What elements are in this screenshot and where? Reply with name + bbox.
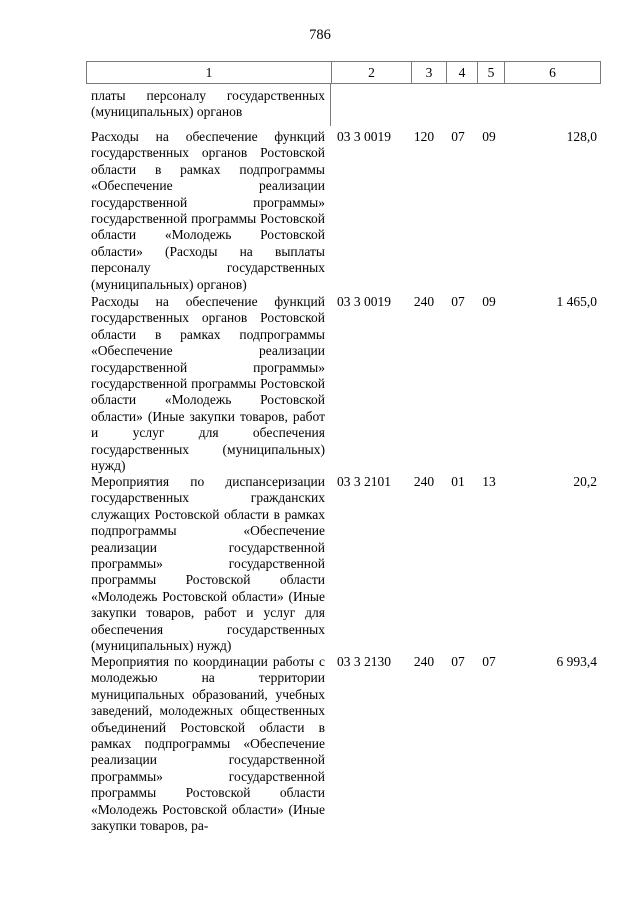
row-target-code: 03 3 0019 <box>337 294 391 309</box>
header-col-2: 2 <box>368 65 375 80</box>
row-amount: 128,0 <box>566 129 597 144</box>
header-col-4: 4 <box>458 65 466 80</box>
header-col-5: 5 <box>487 65 495 80</box>
row-description: Мероприятия по диспансеризации государственных гражданских служащих Ростовской области в рамках подпрограммы «Обеспечение реализации государственной программы» государственной программы Ростовской области «Молодежь Ростовской области» (Иные закупки товаров, работ и услуг для обеспечения государственных (муниципальных) нужд) <box>91 474 325 654</box>
row-expense-type: 240 <box>413 294 435 309</box>
row-section: 07 <box>451 654 465 669</box>
page-number: 786 <box>309 27 331 43</box>
row-description: Мероприятия по координации работы с молодежью на территории муниципальных образований, учебных заведений, молодежных общественных объединений Ростовской области в рамках подпрограммы «Обеспечение реализации государственной программы» государственной программы Ростовской области «Молодежь Ростовской области» (Иные закупки товаров, ра- <box>91 654 325 834</box>
column-divider <box>330 84 331 126</box>
row-expense-type: 240 <box>413 654 435 669</box>
row-amount: 6 993,4 <box>556 654 597 669</box>
row-section: 07 <box>451 294 465 309</box>
row-amount: 20,2 <box>573 474 597 489</box>
row-amount: 1 465,0 <box>556 294 597 309</box>
row-subsection: 07 <box>482 654 496 669</box>
row-subsection: 09 <box>482 129 496 144</box>
row-description: Расходы на обеспечение функций государственных органов Ростовской области в рамках подпрограммы «Обеспечение реализации государственной программы» государственной программы Ростовской области «Молодежь Ростовской области» (Иные закупки товаров, работ и услуг для обеспечения государственных (муниципальных) нужд) <box>91 294 325 474</box>
row-section: 07 <box>451 129 465 144</box>
row-description: платы персоналу государственных (муниципальных) органов <box>91 88 325 120</box>
row-section: 01 <box>451 474 465 489</box>
header-col-1: 1 <box>205 65 213 80</box>
row-expense-type: 120 <box>413 129 435 144</box>
header-col-3: 3 <box>425 65 433 80</box>
row-target-code: 03 3 2101 <box>337 474 391 489</box>
row-description: Расходы на обеспечение функций государственных органов Ростовской области в рамках подпрограммы «Обеспечение реализации государственной программы» государственной программы Ростовской области «Молодежь Ростовской области» (Расходы на выплаты персоналу государственных (муниципальных) органов) <box>91 129 325 292</box>
row-target-code: 03 3 2130 <box>337 654 391 669</box>
row-subsection: 13 <box>482 474 496 489</box>
row-subsection: 09 <box>482 294 496 309</box>
row-expense-type: 240 <box>413 474 435 489</box>
header-col-6: 6 <box>549 65 556 80</box>
table-header <box>86 61 601 84</box>
row-target-code: 03 3 0019 <box>337 129 391 144</box>
